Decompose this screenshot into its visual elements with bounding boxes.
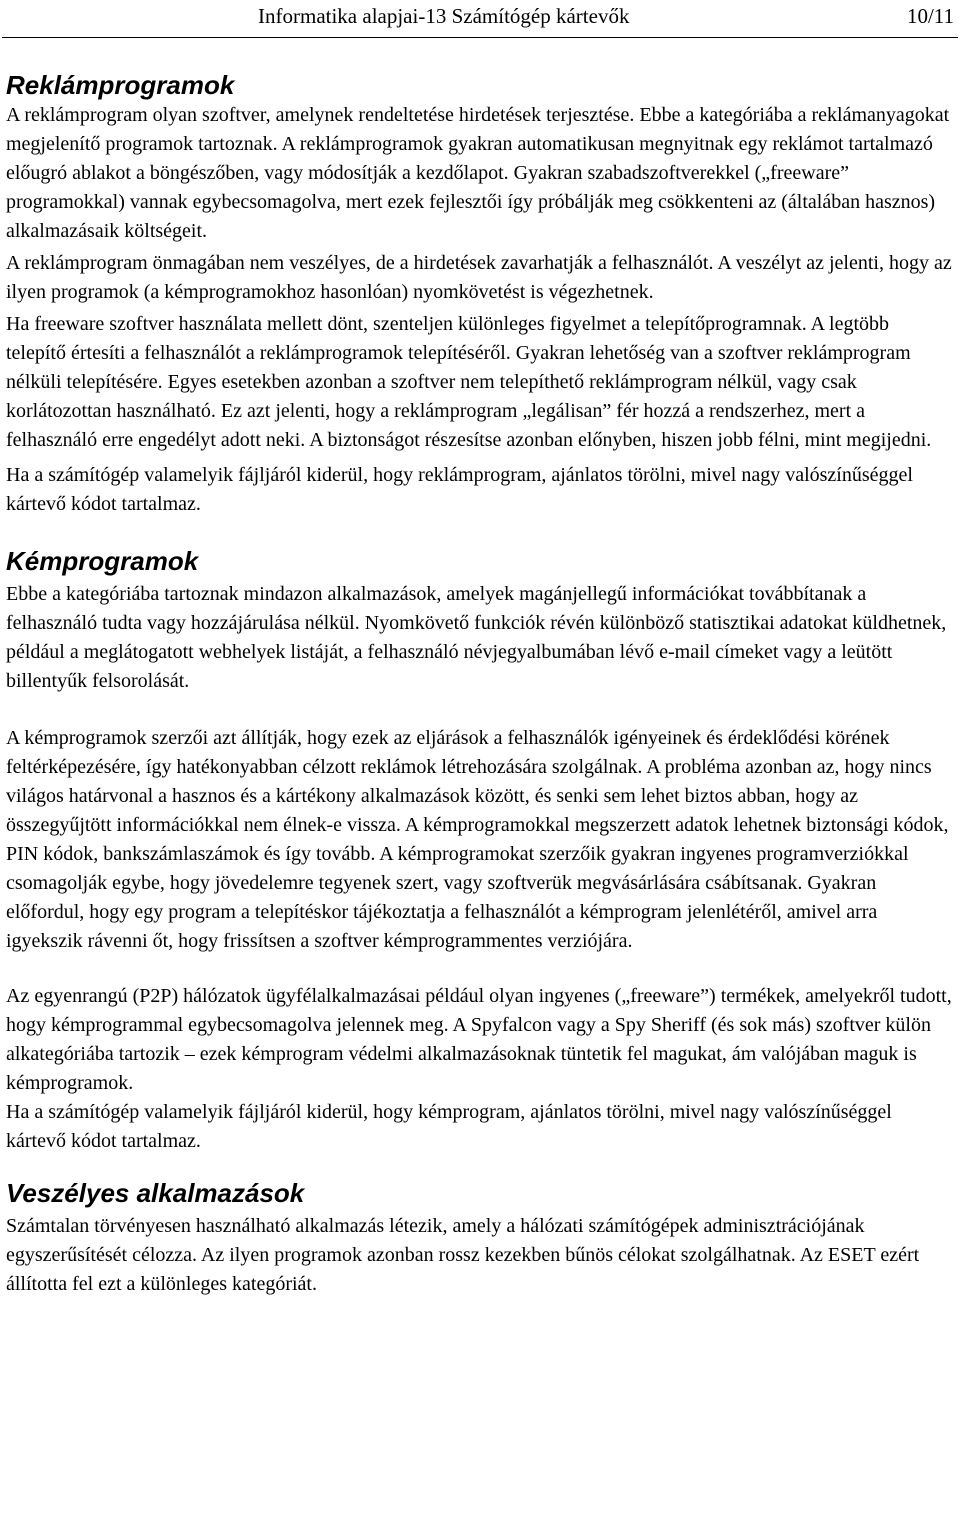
section-heading: Veszélyes alkalmazások: [6, 1178, 305, 1208]
page-number: 10/11: [906, 4, 954, 28]
paragraph: A reklámprogram olyan szoftver, amelynek rendeltetése hirdetések terjesztése. Ebbe a kategóriába a reklámanyagokat megjelenítő programok tartoznak. A reklámprogramok gyakran automatikusan megnyitnak egy reklámot tartalmazó előugró ablakot a böngészőben, vagy módosítják a kezdőlapot. Gyakran szabadszoftverekkel („freeware” programokkal) vannak egybecsomagolva, mert ezek fejlesztői így próbálják meg csökkenteni az (általában hasznos) alkalmazásaik költségeit.: [6, 104, 950, 242]
page-header: [0, 2, 960, 32]
section-heading: Reklámprogramok: [6, 70, 235, 100]
section-heading: Kémprogramok: [6, 546, 199, 576]
section-reklamprogramok: [6, 70, 952, 519]
paragraph: Az egyenrangú (P2P) hálózatok ügyfélalkalmazásai például olyan ingyenes („freeware”) termékek, amelyekről tudott, hogy kémprogrammal egybecsomagolva jelennek meg. A Spyfalcon vagy a Spy Sheriff (és sok más) szoftver külön alkategóriába tartozik – ezek kémprogram védelmi alkalmazásoknak tüntetik fel magukat, ám valójában maguk is kémprogramok.: [6, 985, 952, 1094]
paragraph: A reklámprogram önmagában nem veszélyes, de a hirdetések zavarhatják a felhasználót. A veszélyt az jelenti, hogy az ilyen programok (a kémprogramokhoz hasonlóan) nyomkövetést is végezhetnek.: [6, 252, 952, 303]
paragraph: Ha a számítógép valamelyik fájljáról kiderül, hogy reklámprogram, ajánlatos törölni, mivel nagy valószínűséggel kártevő kódot tartalmaz.: [6, 464, 913, 515]
section-veszelyes-alkalmazasok: [6, 1178, 952, 1299]
header-title: Informatika alapjai-13 Számítógép kártevők: [258, 4, 630, 28]
paragraph: Ebbe a kategóriába tartoznak mindazon alkalmazások, amelyek magánjellegű információkat továbbítanak a felhasználó tudta vagy hozzájárulása nélkül. Nyomkövető funkciók révén különböző statisztikai adatokat küldhetnek, például a meglátogatott webhelyek listáját, a felhasználó névjegyalbumában lévő e-mail címeket vagy a leütött billentyűk felsorolását.: [6, 583, 947, 692]
paragraph: Számtalan törvényesen használható alkalmazás létezik, amely a hálózati számítógépek adminisztrációjának egyszerűsítését célozza. Az ilyen programok azonban rossz kezekben bűnös célokat szolgálhatnak. Az ESET ezért állította fel ezt a különleges kategóriát.: [6, 1215, 920, 1295]
section-kemprogramok: [6, 546, 952, 1156]
paragraph: A kémprogramok szerzői azt állítják, hogy ezek az eljárások a felhasználók igényeinek és érdeklődési körének feltérképezésére, így hatékonyabban célzott reklámok létrehozására szolgálnak. A probléma azonban az, hogy nincs világos határvonal a hasznos és a kártékony alkalmazások között, és senki sem lehet biztos abban, hogy az összegyűjtött információkkal nem élnek-e vissza. A kémprogramokkal megszerzett adatok lehetnek biztonsági kódok, PIN kódok, bankszámlaszámok és így tovább. A kémprogramokat szerzőik gyakran ingyenes programverziókkal csomagolják egybe, hogy jövedelemre tegyenek szert, vagy szoftverük megvásárlására csábítsanak. Gyakran előfordul, hogy egy program a telepítéskor tájékoztatja a felhasználót a kémprogram jelenlétéről, amivel arra igyekszik rávenni őt, hogy frissítsen a szoftver kémprogrammentes verziójára.: [6, 727, 949, 952]
header-divider: [2, 37, 958, 38]
document-body: [6, 70, 952, 1299]
paragraph: Ha freeware szoftver használata mellett dönt, szenteljen különleges figyelmet a telepítőprogramnak. A legtöbb telepítő értesíti a felhasználót a reklámprogramok telepítéséről. Gyakran lehetőség van a szoftver reklámprogram nélküli telepítésére. Egyes esetekben azonban a szoftver nem telepíthető reklámprogram nélkül, vagy csak korlátozottan használható. Ez azt jelenti, hogy a reklámprogram „legálisan” fér hozzá a rendszerhez, mert a felhasználó erre engedélyt adott neki. A biztonságot részesítse azonban előnyben, hiszen jobb félni, mint megijedni.: [6, 313, 932, 451]
paragraph: Ha a számítógép valamelyik fájljáról kiderül, hogy kémprogram, ajánlatos törölni, mivel nagy valószínűséggel kártevő kódot tartalmaz.: [6, 1101, 892, 1152]
